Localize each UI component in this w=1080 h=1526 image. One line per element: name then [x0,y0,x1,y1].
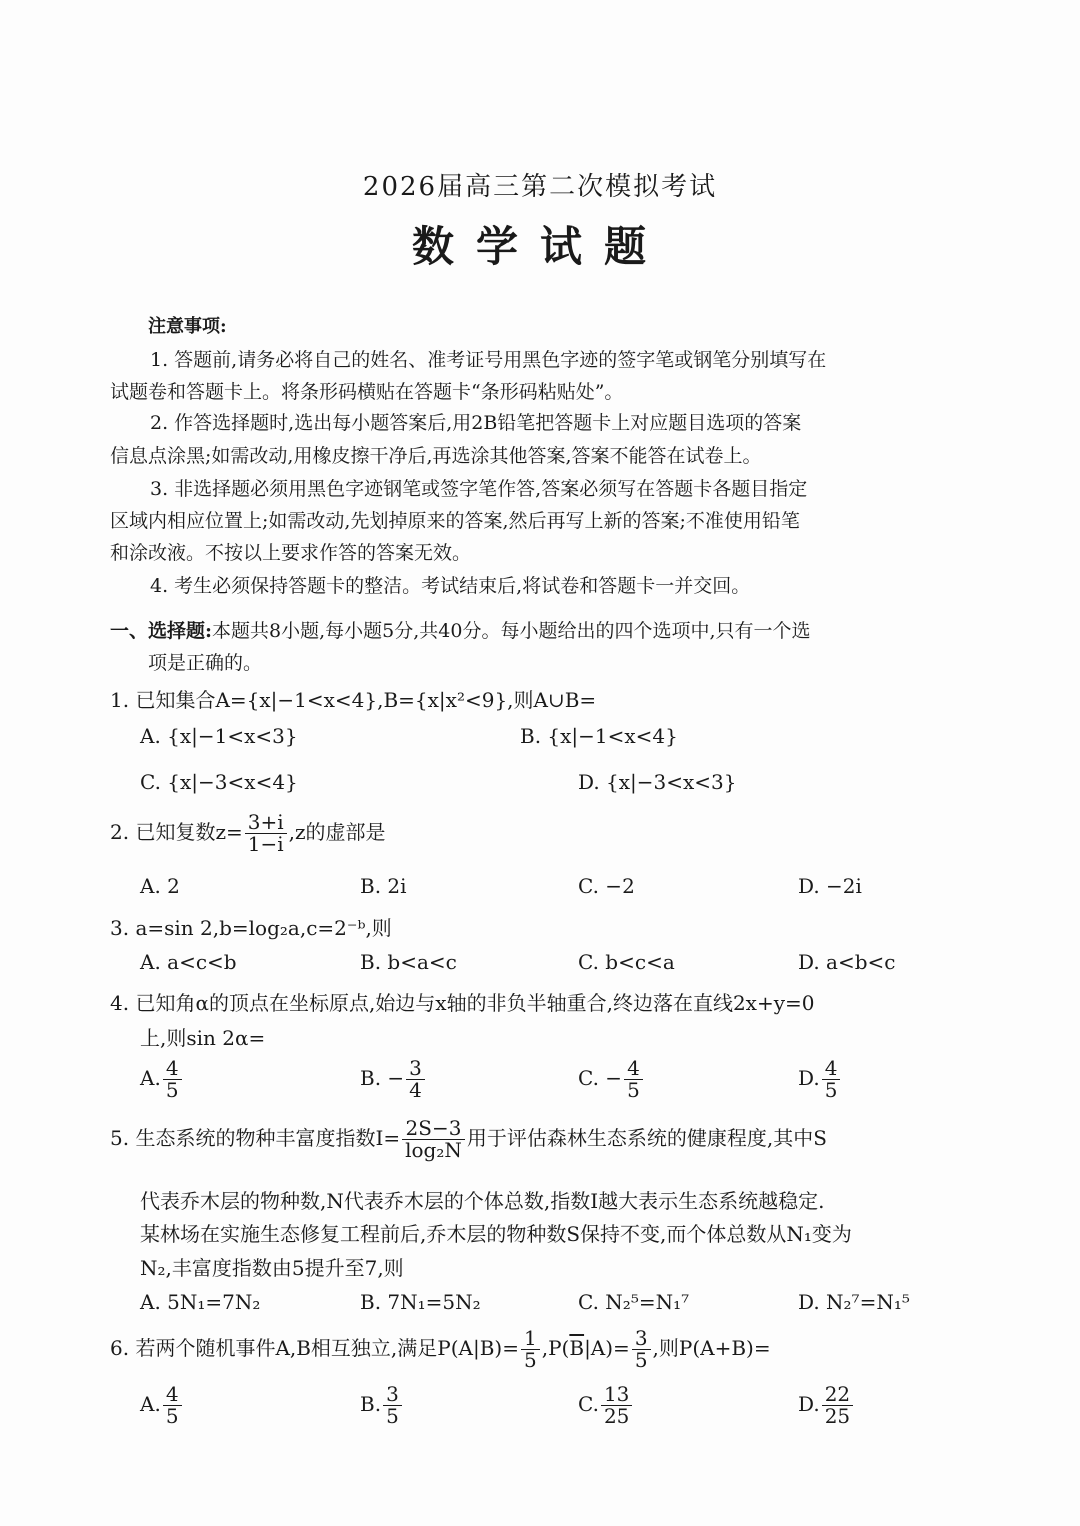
q1-option-c: C. {x|−3<x<4} [140,770,298,794]
q6-option-c: C. $\frac{13}{25}$ [578,1384,634,1427]
question-5-line2: 代表乔木层的物种数,N代表乔木层的个体总数,指数I越大表示生态系统越稳定. [140,1189,825,1213]
notice-line: 信息点涂黑;如需改动,用橡皮擦干净后,再选涂其他答案,答案不能答在试卷上。 [110,445,762,467]
q3-option-b: B. b<a<c [360,950,457,974]
q2-suffix: ,z的虚部是 [288,820,386,844]
q2-option-b: B. 2i [360,874,407,898]
q1-option-a: A. {x|−1<x<3} [140,724,298,748]
q2-option-a: A. 2 [140,874,180,898]
q3-option-a: A. a<c<b [140,950,237,974]
question-2-stem [110,812,386,855]
q5-option-a: A. 5N₁=7N₂ [140,1290,261,1314]
subject-title: 数学试题 [411,222,668,271]
q6-complement-b: $\overline{B}$ [569,1336,585,1360]
question-5-line3: 某林场在实施生态修复工程前后,乔木层的物种数S保持不变,而个体总数从N₁变为 [140,1222,852,1246]
q6-option-d: D. $\frac{22}{25}$ [798,1384,855,1427]
q2-option-d: D. −2i [798,874,862,898]
q2-option-c: C. −2 [578,874,635,898]
q5-option-b: B. 7N₁=5N₂ [360,1290,481,1314]
q4-option-c: C. − $\frac{4}{5}$ [578,1058,645,1101]
q2-denominator: 1−i [247,832,284,856]
q4-option-b: B. − $\frac{3}{4}$ [360,1058,427,1101]
q3-option-c: C. b<c<a [578,950,675,974]
q6-option-b: B. $\frac{3}{5}$ [360,1384,404,1427]
q3-option-d: D. a<b<c [798,950,896,974]
notice-line: 区域内相应位置上;如需改动,先划掉原来的答案,然后再写上新的答案;不准使用铅笔 [110,510,800,532]
question-1-stem: 1. 已知集合A={x|−1<x<4},B={x|x²<9},则A∪B= [110,688,597,712]
notice-heading: 注意事项: [148,316,227,337]
section-label: 一、选择题: [110,620,213,642]
q2-prefix: 2. 已知复数z= [110,820,243,844]
question-4-stem: 4. 已知角α的顶点在坐标原点,始边与x轴的非负半轴重合,终边落在直线2x+y=0 [110,991,815,1015]
question-4-stem-cont: 上,则sin 2α= [140,1026,266,1050]
q2-numerator: 3+i [245,812,287,834]
q1-option-d: D. {x|−3<x<3} [578,770,737,794]
exam-title: 2026届高三第二次模拟考试 [362,172,718,202]
question-5-line4: N₂,丰富度指数由5提升至7,则 [140,1256,404,1280]
q4-option-d: D. $\frac{4}{5}$ [798,1058,842,1101]
q4-option-a: A. $\frac{4}{5}$ [140,1058,184,1101]
question-6-stem: 6. 若两个随机事件A,B相互独立,满足P(A|B)= $\frac{1}{5}$ $,P(\overline{B}|A)=$ $\frac{3}{5}$ ,则P(A+B)= [110,1326,771,1372]
section-desc: 本题共8小题,每小题5分,共40分。每小题给出的四个选项中,只有一个选 [212,620,811,642]
q5-option-c: C. N₂⁵=N₁⁷ [578,1290,690,1314]
q2-fraction [245,812,287,855]
q5-fraction: $\frac{2S-3}{\text{log₂N}}$ [402,1118,465,1161]
q6-option-a: A. $\frac{4}{5}$ [140,1384,184,1427]
q5-option-d: D. N₂⁷=N₁⁵ [798,1290,910,1314]
section-heading [110,616,811,643]
question-5-stem: 5. 生态系统的物种丰富度指数I= $\frac{2S-3}{\text{log₂N}}$ 用于评估森林生态系统的健康程度,其中S [110,1116,827,1162]
notice-line: 4. 考生必须保持答题卡的整洁。考试结束后,将试卷和答题卡一并交回。 [150,575,751,597]
q1-option-b: B. {x|−1<x<4} [520,724,678,748]
section-desc-cont: 项是正确的。 [148,652,263,674]
notice-line: 试题卷和答题卡上。将条形码横贴在答题卡“条形码粘贴处”。 [110,381,624,403]
notice-line: 和涂改液。不按以上要求作答的答案无效。 [110,542,472,564]
notice-line: 2. 作答选择题时,选出每小题答案后,用2B铅笔把答题卡上对应题目选项的答案 [150,412,802,434]
notice-line: 3. 非选择题必须用黑色字迹钢笔或签字笔作答,答案必须写在答题卡各题目指定 [150,478,808,500]
notice-line: 1. 答题前,请务必将自己的姓名、准考证号用黑色字迹的签字笔或钢笔分别填写在 [150,349,827,371]
question-3-stem: 3. a=sin 2,b=log₂a,c=2⁻ᵇ,则 [110,916,392,940]
